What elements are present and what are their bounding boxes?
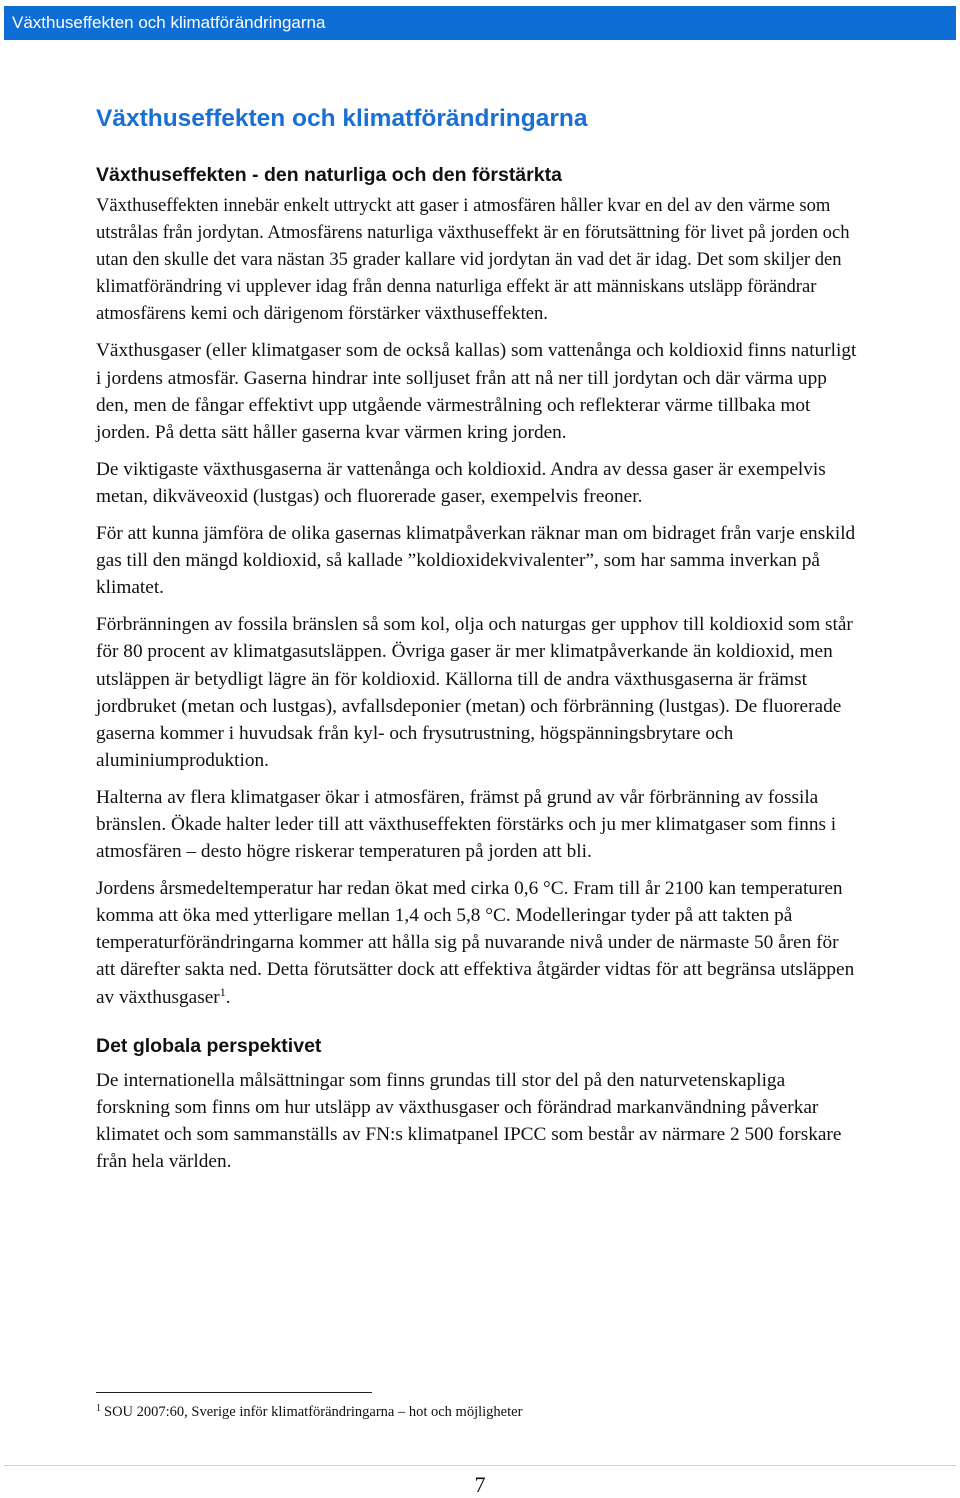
paragraph-5: Förbränningen av fossila bränslen så som kol, olja och naturgas ger upphov till koldioxid som står för 80 procent av klimatgasutsläppen. Övriga gaser är mer klimatpåverkande än koldioxid, men utsläppen är betydligt lägre än för koldioxid. Källorna till de andra växthusgaserna är främst jordbruket (metan och lustgas), avfallsdeponier (metan) och förbränning (lustgas). De fluorerade gaserna kommer i huvudsak från kyl- och frysutrustning, högspänningsbrytare och aluminiumproduktion. xyxy=(96,614,853,771)
footnote xyxy=(96,1404,522,1421)
page-title: Växthuseffekten och klimatförändringarna xyxy=(96,105,588,132)
paragraph-7-end: . xyxy=(225,986,231,1008)
footnote-divider xyxy=(96,1392,372,1393)
paragraph-6: Halterna av flera klimatgaser ökar i atmosfären, främst på grund av vår förbränning av fossila bränslen. Ökade halter leder till att växthuseffekten förstärks och ju mer klimatgaser som finns i atmosfären – desto högre riskerar temperaturen på jorden att bli. xyxy=(96,786,837,863)
footnote-number: 1 xyxy=(96,1403,101,1414)
paragraph-7-text: Jordens årsmedeltemperatur har redan ökat med cirka 0,6 °C. Fram till år 2100 kan temperaturen komma att öka med ytterligare mellan 1,4 och 5,8 °C. Modelleringar tyder på att takten på temperaturförändringarna kommer att hålla sig på nuvarande nivå under de närmaste 50 åren för att därefter sakta ned. Detta förutsätter dock att effektiva åtgärder vidtas för att begränsa utsläppen av växthusgaser xyxy=(96,878,855,1008)
paragraph-1: Växthuseffekten innebär enkelt uttryckt att gaser i atmosfären håller kvar en del av den värme som utstrålas från jordytan. Atmosfärens naturliga växthuseffekt är en förutsättning för livet på jorden och utan den skulle det vara nästan 35 grader kallare vid jordytan än vad det är idag. Det som skiljer den klimatförändring vi upplever idag från denna naturliga effekt är att människans utsläpp förändrar atmosfärens kemi och därigenom förstärker växthuseffekten. xyxy=(96,195,850,325)
paragraph-3: De viktigaste växthusgaserna är vattenånga och koldioxid. Andra av dessa gaser är exempelvis metan, dikväveoxid (lustgas) och fluorerade gaser, exempelvis freoner. xyxy=(96,458,826,507)
section-heading-global-perspective: Det globala perspektivet xyxy=(96,1034,322,1057)
header-bar xyxy=(4,6,956,40)
page-number: 7 xyxy=(474,1472,486,1497)
header-title: Växthuseffekten och klimatförändringarna xyxy=(12,13,326,32)
paragraph-7 xyxy=(96,875,858,1010)
footnote-reference[interactable]: 1 xyxy=(219,984,226,999)
section-heading-natural-greenhouse: Växthuseffekten - den naturliga och den förstärkta xyxy=(96,164,562,186)
footnote-text: SOU 2007:60, Sverige inför klimatförändringarna – hot och möjligheter xyxy=(104,1404,523,1420)
paragraph-8: De internationella målsättningar som finns grundas till stor del på den naturvetenskapliga forskning som finns om hur utsläpp av växthusgaser och förändrad markanvändning påverkar klimatet och som sammanställs av FN:s klimatpanel IPCC som består av närmare 2 500 forskare från hela världen. xyxy=(96,1069,842,1172)
paragraph-2: Växthusgaser (eller klimatgaser som de också kallas) som vattenånga och koldioxid finns naturligt i jordens atmosfär. Gaserna hindrar inte solljuset från att nå ner till jordytan och där värma upp den, men de fångar effektivt upp utgående värmestrålning och reflekterar värme tillbaka mot jorden. På detta sätt håller gaserna kvar värmen kring jorden. xyxy=(96,340,857,443)
paragraph-4: För att kunna jämföra de olika gasernas klimatpåverkan räknar man om bidraget från varje enskild gas till den mängd koldioxid, så kallade ”koldioxidekvivalenter”, som har samma inverkan på klimatet. xyxy=(96,523,856,599)
document-body xyxy=(96,104,858,1185)
bottom-divider xyxy=(4,1465,956,1466)
